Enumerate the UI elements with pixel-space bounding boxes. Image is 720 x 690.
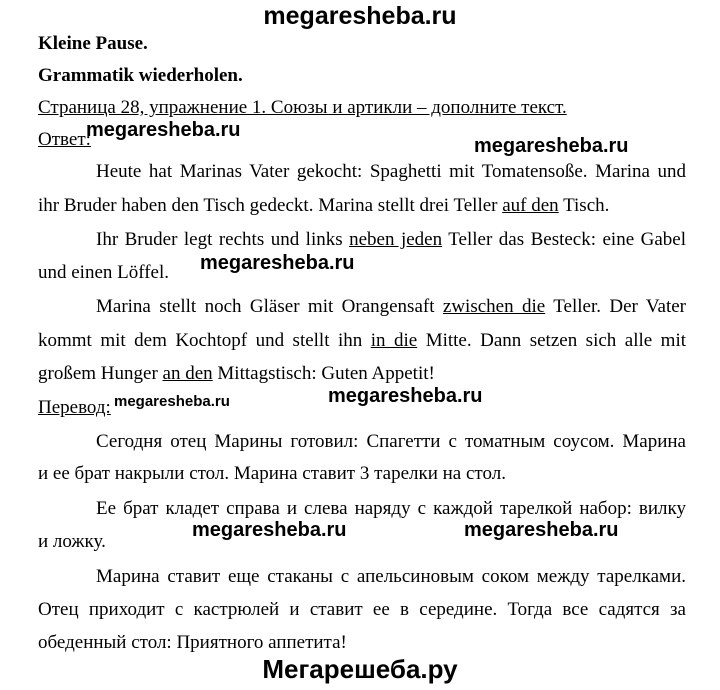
filled-gap: neben jeden — [349, 229, 443, 250]
german-p3-line2: kommt mit dem Kochtopf und stellt ihn in die Mitte. Dann setzen sich alle mit — [38, 330, 687, 351]
german-p3-line1: Marina stellt noch Gläser mit Orangensaft zwischen die Teller. Der Vater — [96, 296, 687, 317]
watermark-middle: megaresheba.ru — [200, 252, 355, 274]
heading-kleine-pause: Kleine Pause. — [38, 33, 148, 54]
filled-gap: zwischen die — [442, 296, 546, 317]
russian-p2-line2: и ложку. — [38, 531, 106, 552]
watermark-lower-left: megaresheba.ru — [192, 519, 347, 541]
german-p1-line1: Heute hat Marinas Vater gekocht: Spaghetti mit Tomatensoße. Marina und — [96, 161, 686, 182]
german-p2-line1: Ihr Bruder legt rechts und links neben jeden Teller das Besteck: eine Gabel — [96, 229, 686, 250]
task-statement: Страница 28, упражнение 1. Союзы и артикли – дополните текст. — [38, 97, 567, 118]
watermark-translation: megaresheba.ru — [328, 385, 483, 407]
answer-label: Ответ: — [38, 129, 91, 150]
russian-p1-line1: Сегодня отец Марины готовил: Спагетти с томатным соусом. Марина — [96, 431, 686, 452]
watermark-answer-right: megaresheba.ru — [474, 135, 629, 157]
german-p2-line2: und einen Löffel. — [38, 262, 170, 283]
watermark-lower-right: megaresheba.ru — [464, 519, 619, 541]
watermark-answer-left: megaresheba.ru — [86, 119, 241, 141]
russian-p3-line2: Отец приходит с кастрюлей и ставит ее в середине. Тогда все садятся за — [38, 599, 686, 620]
filled-gap: auf den — [502, 195, 559, 216]
filled-gap: an den — [162, 363, 213, 384]
heading-grammatik: Grammatik wiederholen. — [38, 65, 243, 86]
russian-p3-line3: обеденный стол: Приятного аппетита! — [38, 632, 347, 653]
russian-p3-line1: Марина ставит еще стаканы с апельсиновым соком между тарелками. — [96, 566, 686, 587]
watermark-top: megaresheba.ru — [263, 2, 457, 30]
watermark-translation-small: megaresheba.ru — [114, 393, 230, 410]
translation-label: Перевод: — [38, 397, 111, 418]
german-p1-line2: ihr Bruder haben den Tisch gedeckt. Marina stellt drei Teller auf den Tisch. — [38, 195, 610, 216]
russian-p1-line2: и ее брат накрыли стол. Марина ставит 3 тарелки на стол. — [38, 463, 506, 484]
filled-gap: in die — [370, 330, 418, 351]
russian-p2-line1: Ее брат кладет справа и слева наряду с каждой тарелкой набор: вилку — [96, 498, 686, 519]
german-p3-line3: großem Hunger an den Mittagstisch: Guten Appetit! — [38, 363, 435, 384]
watermark-bottom: Мегарешеба.ру — [262, 654, 458, 684]
